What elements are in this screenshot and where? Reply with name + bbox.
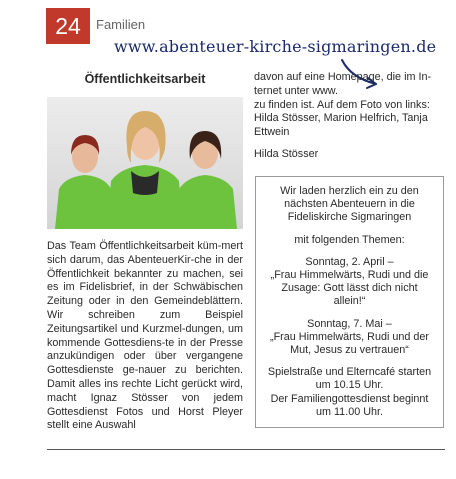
invite-intro: Wir laden herzlich ein zu den nächsten Abenteuern in die Fideliskirche Sigmaringen bbox=[280, 185, 419, 224]
article-right-column bbox=[254, 71, 448, 162]
article-left-column bbox=[47, 68, 243, 86]
event-2-title: „Frau Himmelwärts, Rudi und der Mut, Jesus zu vertrauen“ bbox=[269, 330, 429, 357]
bottom-divider bbox=[47, 449, 445, 450]
invitation-box bbox=[255, 176, 444, 428]
article-body-left: Das Team Öffentlichkeitsarbeit küm-mert sich darum, das AbenteuerKir-che in der Öffentlichkeit bekannter zu machen, sei es im Fidelisbrief, in der Schwäbischen Zeitung oder in den Gemeindeblättern. Wir schreiben zum Beispiel Zeitungsartikel und Kurzmel-dungen, um kommende Gottesdiens-te in der Presse anzukündigen oder über vergangene Gottesdienste ge-nauer zu berichten. Damit alles ins rechte Licht gerückt wird, macht Ignaz Stösser von jedem Gottesdienst Fotos und Horst Pleyer stellt eine Auswahl bbox=[47, 240, 243, 432]
event-1-title: „Frau Himmelwärts, Rudi und die Zusage: Gott lässt dich nicht allein!“ bbox=[270, 269, 429, 308]
article-title: Öffentlichkeitsarbeit bbox=[84, 72, 206, 86]
service-info: Der Familiengottesdienst beginnt um 11.00 Uhr. bbox=[270, 392, 429, 418]
team-photo bbox=[47, 97, 243, 229]
handwritten-url: www.abenteuer-kirche-sigmaringen.de bbox=[114, 37, 437, 56]
invite-topics-label: mit folgenden Themen: bbox=[294, 233, 405, 246]
cafe-info: Spielstraße und Elterncafé starten um 10.15 Uhr. bbox=[267, 366, 432, 392]
article-body-right: davon auf eine Homepage, die im In-ternet unter www. zu finden ist. Auf dem Foto von links: Hilda Stösser, Marion Helfrich, Tanja Ettwein bbox=[254, 71, 432, 139]
author-name: Hilda Stösser bbox=[254, 147, 319, 160]
section-title: Familien bbox=[96, 17, 146, 32]
event-2-date: Sonntag, 7. Mai – bbox=[307, 317, 392, 330]
event-1-date: Sonntag, 2. April – bbox=[305, 255, 394, 268]
page-number: 24 bbox=[55, 12, 81, 39]
page-number-badge bbox=[46, 8, 90, 44]
